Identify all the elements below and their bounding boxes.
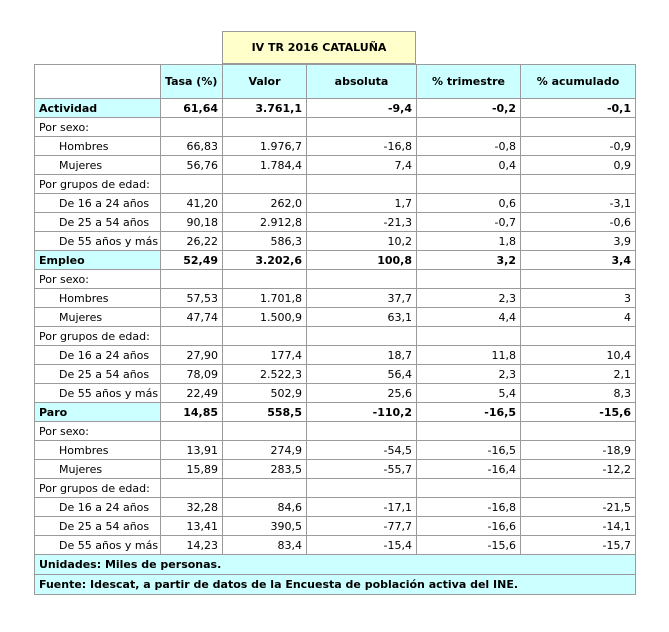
cell-empty [161,118,223,137]
section-label: Por grupos de edad: [35,327,161,346]
cell-empty [307,175,417,194]
table-row [35,289,636,308]
footer-fuente [35,575,636,595]
table-row [35,156,636,175]
table-title: IV TR 2016 CATALUÑA [222,31,416,64]
total-row [35,99,636,118]
cell-tasa: 27,90 [161,346,223,365]
cell-trimestre: 4,4 [417,308,521,327]
section-label: Por sexo: [35,422,161,441]
cell-trimestre: -16,6 [417,517,521,536]
row-label: Mujeres [35,460,161,479]
row-label: Mujeres [35,308,161,327]
table-row [35,308,636,327]
cell-empty [417,118,521,137]
cell-acumulado: 0,9 [521,156,636,175]
cell-empty [521,479,636,498]
cell-tasa: 32,28 [161,498,223,517]
cell-empty [223,270,307,289]
header-trimestre: % trimestre [417,65,521,99]
cell-tasa: 66,83 [161,137,223,156]
cell-absoluta: -21,3 [307,213,417,232]
cell-valor: 283,5 [223,460,307,479]
cell-absoluta: -17,1 [307,498,417,517]
cell-empty [521,422,636,441]
cell-valor: 1.500,9 [223,308,307,327]
cell-empty [223,327,307,346]
cell-absoluta: 63,1 [307,308,417,327]
cell-empty [223,175,307,194]
cell-acumulado: 8,3 [521,384,636,403]
cell-empty [521,327,636,346]
cell-trimestre: 1,8 [417,232,521,251]
cell-absoluta: 1,7 [307,194,417,213]
cell-trimestre: 11,8 [417,346,521,365]
cell-tasa: 78,09 [161,365,223,384]
cell-empty [307,270,417,289]
cell-acumulado: -12,2 [521,460,636,479]
row-label: De 55 años y más [35,384,161,403]
cell-acumulado: 4 [521,308,636,327]
row-label: De 16 a 24 años [35,498,161,517]
cell-tasa: 13,91 [161,441,223,460]
cell-absoluta: -54,5 [307,441,417,460]
cell-empty [161,422,223,441]
row-label: De 55 años y más [35,536,161,555]
cell-empty [417,479,521,498]
cell-valor: 1.976,7 [223,137,307,156]
header-tasa: Tasa (%) [161,65,223,99]
cell-absoluta: 18,7 [307,346,417,365]
section-label: Por grupos de edad: [35,175,161,194]
cell-absoluta: 37,7 [307,289,417,308]
section-row-edad [35,175,636,194]
cell-trimestre: 0,6 [417,194,521,213]
section-label: Por grupos de edad: [35,479,161,498]
cell-absoluta: 100,8 [307,251,417,270]
row-label: Mujeres [35,156,161,175]
cell-empty [223,422,307,441]
cell-trimestre: 2,3 [417,289,521,308]
table-row [35,536,636,555]
section-row-sexo [35,270,636,289]
cell-absoluta: -9,4 [307,99,417,118]
cell-empty [307,422,417,441]
table-row [35,232,636,251]
cell-empty [417,175,521,194]
cell-acumulado: -14,1 [521,517,636,536]
row-label: De 16 a 24 años [35,346,161,365]
total-row [35,251,636,270]
labour-market-table [34,64,636,595]
footer-unidades [35,555,636,575]
cell-valor: 3.202,6 [223,251,307,270]
cell-valor: 262,0 [223,194,307,213]
cell-absoluta: 56,4 [307,365,417,384]
cell-acumulado: 10,4 [521,346,636,365]
cell-empty [521,118,636,137]
cell-acumulado: -15,6 [521,403,636,422]
header-absoluta: absoluta [307,65,417,99]
table-row [35,460,636,479]
cell-acumulado: -15,7 [521,536,636,555]
table-row [35,137,636,156]
footer-fuente-text: Fuente: Idescat, a partir de datos de la Encuesta de población activa del INE. [35,575,636,595]
table-row [35,194,636,213]
cell-acumulado: -0,6 [521,213,636,232]
row-label: Paro [35,403,161,422]
cell-tasa: 61,64 [161,99,223,118]
section-row-sexo [35,422,636,441]
section-row-sexo [35,118,636,137]
cell-absoluta: -16,8 [307,137,417,156]
cell-absoluta: -55,7 [307,460,417,479]
table-row [35,441,636,460]
cell-tasa: 13,41 [161,517,223,536]
cell-empty [307,327,417,346]
section-label: Por sexo: [35,118,161,137]
cell-valor: 2.522,3 [223,365,307,384]
cell-valor: 502,9 [223,384,307,403]
cell-tasa: 47,74 [161,308,223,327]
cell-empty [223,479,307,498]
cell-tasa: 90,18 [161,213,223,232]
cell-tasa: 14,85 [161,403,223,422]
table-row [35,498,636,517]
cell-acumulado: 3,4 [521,251,636,270]
cell-empty [417,422,521,441]
section-label: Por sexo: [35,270,161,289]
cell-valor: 390,5 [223,517,307,536]
cell-tasa: 52,49 [161,251,223,270]
cell-acumulado: -0,9 [521,137,636,156]
cell-empty [161,479,223,498]
row-label: De 55 años y más [35,232,161,251]
cell-absoluta: -15,4 [307,536,417,555]
cell-absoluta: -77,7 [307,517,417,536]
cell-trimestre: 2,3 [417,365,521,384]
cell-acumulado: 3 [521,289,636,308]
cell-trimestre: -16,5 [417,403,521,422]
header-valor: Valor [223,65,307,99]
row-label: De 16 a 24 años [35,194,161,213]
cell-empty [417,327,521,346]
cell-absoluta: -110,2 [307,403,417,422]
table-row [35,517,636,536]
cell-tasa: 14,23 [161,536,223,555]
cell-trimestre: -0,7 [417,213,521,232]
cell-trimestre: -16,5 [417,441,521,460]
row-label: Hombres [35,137,161,156]
header-row [35,65,636,99]
table-row [35,346,636,365]
row-label: Empleo [35,251,161,270]
cell-valor: 1.784,4 [223,156,307,175]
cell-trimestre: -16,8 [417,498,521,517]
cell-trimestre: -0,2 [417,99,521,118]
cell-empty [521,175,636,194]
cell-empty [307,479,417,498]
section-row-edad [35,327,636,346]
row-label: Hombres [35,289,161,308]
cell-valor: 84,6 [223,498,307,517]
section-row-edad [35,479,636,498]
cell-trimestre: 5,4 [417,384,521,403]
cell-empty [521,270,636,289]
cell-trimestre: -0,8 [417,137,521,156]
cell-empty [417,270,521,289]
cell-empty [307,118,417,137]
cell-valor: 586,3 [223,232,307,251]
cell-trimestre: 0,4 [417,156,521,175]
total-row [35,403,636,422]
cell-valor: 3.761,1 [223,99,307,118]
cell-tasa: 56,76 [161,156,223,175]
row-label: Hombres [35,441,161,460]
cell-valor: 558,5 [223,403,307,422]
cell-acumulado: -3,1 [521,194,636,213]
cell-absoluta: 25,6 [307,384,417,403]
cell-absoluta: 10,2 [307,232,417,251]
footer-unidades-text: Unidades: Miles de personas. [35,555,636,575]
cell-tasa: 41,20 [161,194,223,213]
cell-acumulado: -0,1 [521,99,636,118]
cell-empty [161,270,223,289]
row-label: Actividad [35,99,161,118]
cell-empty [161,175,223,194]
cell-valor: 177,4 [223,346,307,365]
cell-tasa: 22,49 [161,384,223,403]
row-label: De 25 a 54 años [35,517,161,536]
cell-valor: 2.912,8 [223,213,307,232]
cell-tasa: 57,53 [161,289,223,308]
header-acumulado: % acumulado [521,65,636,99]
cell-trimestre: -16,4 [417,460,521,479]
cell-trimestre: -15,6 [417,536,521,555]
cell-valor: 274,9 [223,441,307,460]
cell-absoluta: 7,4 [307,156,417,175]
cell-acumulado: 3,9 [521,232,636,251]
table-row [35,213,636,232]
cell-empty [161,327,223,346]
cell-valor: 83,4 [223,536,307,555]
row-label: De 25 a 54 años [35,365,161,384]
table-row [35,365,636,384]
header-blank [35,65,161,99]
table-body [35,65,636,595]
row-label: De 25 a 54 años [35,213,161,232]
table-row [35,384,636,403]
cell-acumulado: -21,5 [521,498,636,517]
cell-acumulado: -18,9 [521,441,636,460]
cell-empty [223,118,307,137]
cell-valor: 1.701,8 [223,289,307,308]
cell-trimestre: 3,2 [417,251,521,270]
cell-tasa: 15,89 [161,460,223,479]
cell-tasa: 26,22 [161,232,223,251]
cell-acumulado: 2,1 [521,365,636,384]
